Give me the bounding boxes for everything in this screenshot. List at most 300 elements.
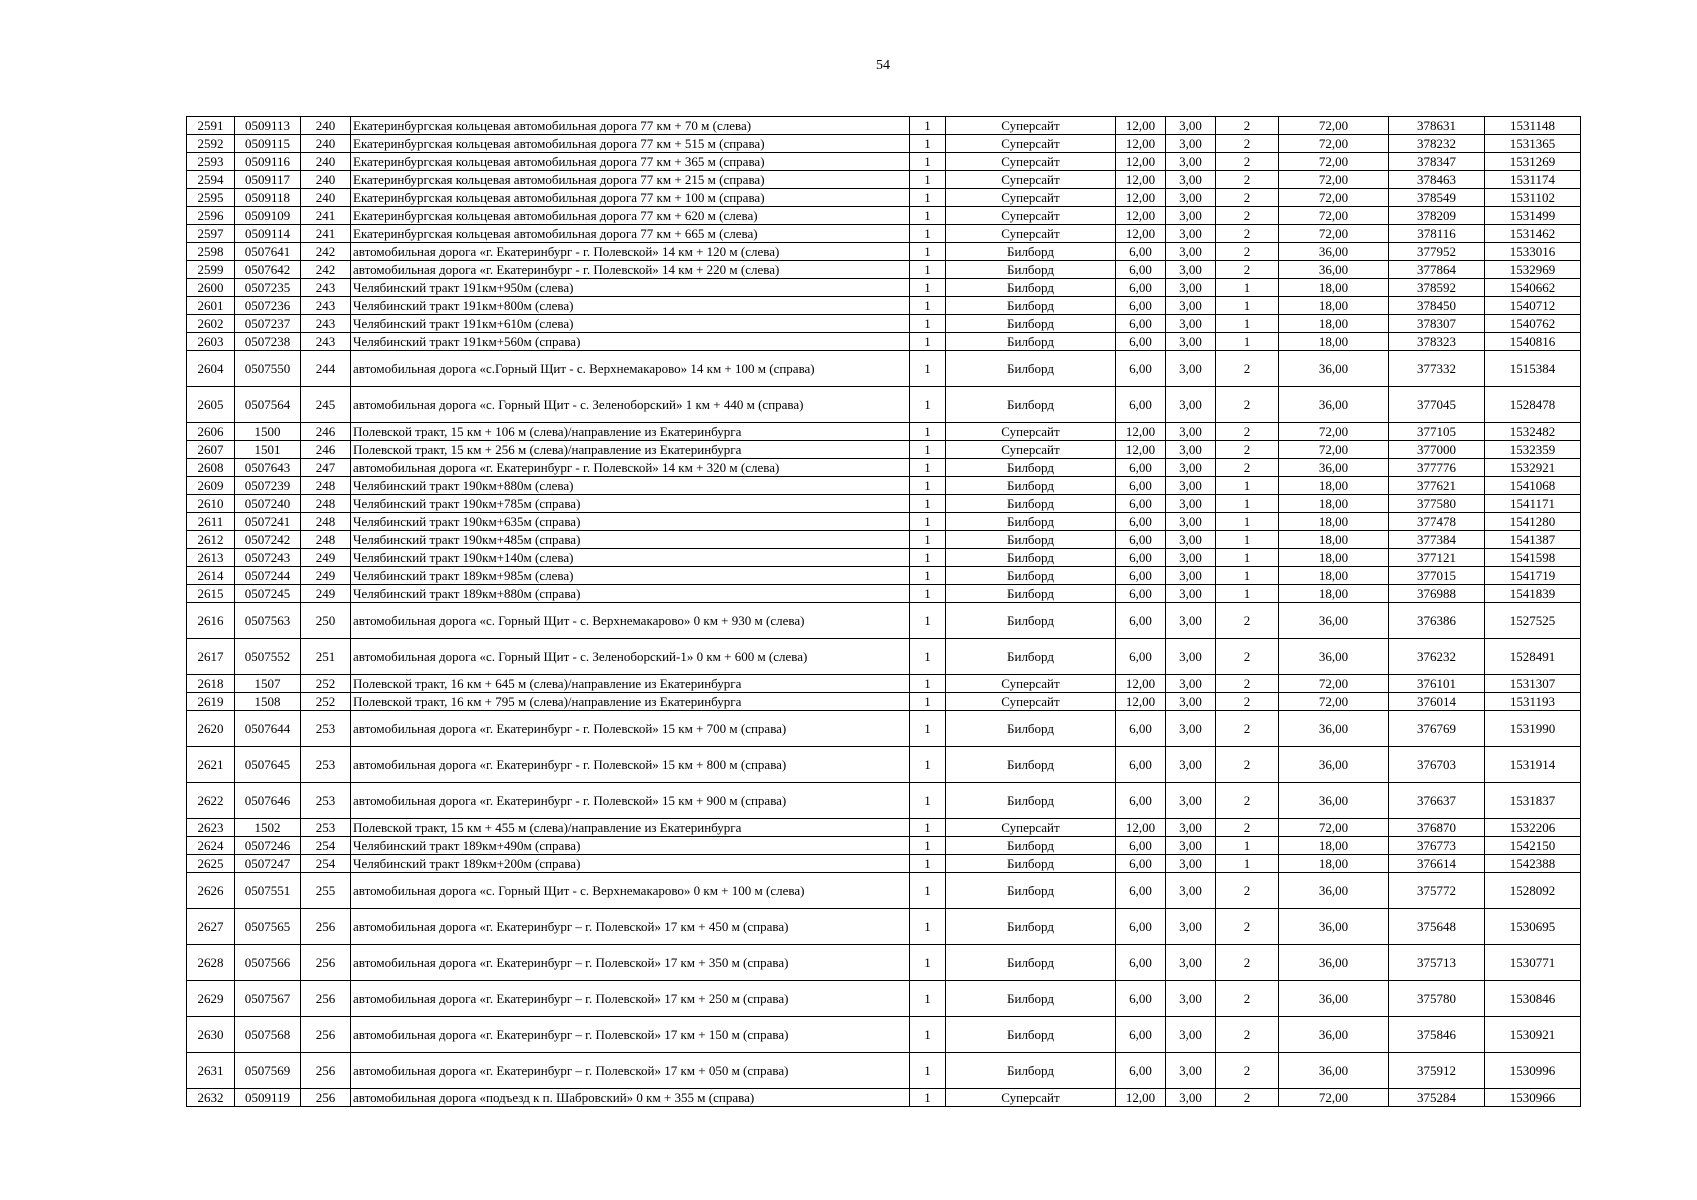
cell-quantity: 1 <box>910 477 946 495</box>
cell-area: 72,00 <box>1279 135 1389 153</box>
cell-height: 3,00 <box>1166 117 1216 135</box>
cell-row-number: 2595 <box>187 189 235 207</box>
cell-ad-code: 0507239 <box>235 477 301 495</box>
cell-quantity: 1 <box>910 711 946 747</box>
cell-quantity: 1 <box>910 909 946 945</box>
cell-height: 3,00 <box>1166 873 1216 909</box>
cell-coord-y: 1527525 <box>1485 603 1581 639</box>
cell-quantity: 1 <box>910 387 946 423</box>
page-number: 54 <box>876 58 890 73</box>
cell-height: 3,00 <box>1166 855 1216 873</box>
cell-ad-code: 0509117 <box>235 171 301 189</box>
cell-address: автомобильная дорога «г. Екатеринбург - г. Полевской» 15 км + 700 м (справа) <box>351 711 910 747</box>
cell-address: автомобильная дорога «г. Екатеринбург – г. Полевской» 17 км + 450 м (справа) <box>351 909 910 945</box>
cell-coord-y: 1531307 <box>1485 675 1581 693</box>
cell-sides: 2 <box>1216 945 1279 981</box>
cell-address: Челябинский тракт 190км+635м (справа) <box>351 513 910 531</box>
cell-width: 12,00 <box>1116 675 1166 693</box>
cell-ad-code: 0507642 <box>235 261 301 279</box>
cell-width: 6,00 <box>1116 1017 1166 1053</box>
cell-coord-y: 1541068 <box>1485 477 1581 495</box>
cell-coord-y: 1530996 <box>1485 1053 1581 1089</box>
cell-row-number: 2596 <box>187 207 235 225</box>
cell-address: автомобильная дорога «с. Горный Щит - с. Зеленоборский» 1 км + 440 м (справа) <box>351 387 910 423</box>
table-row <box>187 225 1581 243</box>
cell-coord-x: 376637 <box>1389 783 1485 819</box>
table-row <box>187 693 1581 711</box>
cell-ad-code: 0507567 <box>235 981 301 1017</box>
cell-coord-y: 1530846 <box>1485 981 1581 1017</box>
cell-address: автомобильная дорога «г. Екатеринбург - г. Полевской» 15 км + 800 м (справа) <box>351 747 910 783</box>
cell-width: 6,00 <box>1116 783 1166 819</box>
cell-height: 3,00 <box>1166 711 1216 747</box>
cell-coord-x: 377332 <box>1389 351 1485 387</box>
cell-ad-code: 0507641 <box>235 243 301 261</box>
cell-row-number: 2624 <box>187 837 235 855</box>
cell-width: 12,00 <box>1116 819 1166 837</box>
cell-coord-y: 1541719 <box>1485 567 1581 585</box>
cell-ad-code: 0507242 <box>235 531 301 549</box>
cell-coord-y: 1530771 <box>1485 945 1581 981</box>
cell-ad-code: 0507644 <box>235 711 301 747</box>
cell-area: 72,00 <box>1279 153 1389 171</box>
cell-height: 3,00 <box>1166 189 1216 207</box>
cell-quantity: 1 <box>910 675 946 693</box>
cell-address: Екатеринбургская кольцевая автомобильная дорога 77 км + 515 м (справа) <box>351 135 910 153</box>
cell-site-number: 256 <box>301 981 351 1017</box>
cell-construction-type: Суперсайт <box>946 117 1116 135</box>
cell-height: 3,00 <box>1166 909 1216 945</box>
table-row <box>187 351 1581 387</box>
cell-quantity: 1 <box>910 873 946 909</box>
cell-construction-type: Билборд <box>946 333 1116 351</box>
cell-address: автомобильная дорога «г. Екатеринбург - г. Полевской» 14 км + 320 м (слева) <box>351 459 910 477</box>
cell-ad-code: 1508 <box>235 693 301 711</box>
cell-width: 6,00 <box>1116 711 1166 747</box>
cell-coord-y: 1532206 <box>1485 819 1581 837</box>
cell-area: 18,00 <box>1279 477 1389 495</box>
cell-site-number: 256 <box>301 1017 351 1053</box>
cell-address: автомобильная дорога «г. Екатеринбург - г. Полевской» 14 км + 120 м (слева) <box>351 243 910 261</box>
cell-sides: 2 <box>1216 441 1279 459</box>
cell-width: 6,00 <box>1116 495 1166 513</box>
cell-sides: 2 <box>1216 873 1279 909</box>
cell-site-number: 255 <box>301 873 351 909</box>
cell-row-number: 2620 <box>187 711 235 747</box>
cell-coord-y: 1540662 <box>1485 279 1581 297</box>
cell-row-number: 2627 <box>187 909 235 945</box>
cell-height: 3,00 <box>1166 441 1216 459</box>
cell-sides: 2 <box>1216 135 1279 153</box>
cell-site-number: 241 <box>301 207 351 225</box>
cell-height: 3,00 <box>1166 747 1216 783</box>
cell-construction-type: Суперсайт <box>946 207 1116 225</box>
cell-area: 18,00 <box>1279 549 1389 567</box>
cell-construction-type: Билборд <box>946 243 1116 261</box>
cell-quantity: 1 <box>910 603 946 639</box>
cell-area: 36,00 <box>1279 981 1389 1017</box>
table-row <box>187 585 1581 603</box>
cell-quantity: 1 <box>910 1089 946 1107</box>
cell-row-number: 2628 <box>187 945 235 981</box>
cell-quantity: 1 <box>910 567 946 585</box>
cell-coord-x: 375846 <box>1389 1017 1485 1053</box>
cell-quantity: 1 <box>910 945 946 981</box>
cell-sides: 1 <box>1216 531 1279 549</box>
cell-sides: 2 <box>1216 1089 1279 1107</box>
cell-coord-x: 377121 <box>1389 549 1485 567</box>
table-row <box>187 945 1581 981</box>
cell-site-number: 250 <box>301 603 351 639</box>
cell-width: 6,00 <box>1116 261 1166 279</box>
cell-height: 3,00 <box>1166 387 1216 423</box>
cell-row-number: 2599 <box>187 261 235 279</box>
cell-site-number: 240 <box>301 189 351 207</box>
cell-quantity: 1 <box>910 225 946 243</box>
cell-row-number: 2598 <box>187 243 235 261</box>
cell-coord-y: 1530695 <box>1485 909 1581 945</box>
cell-coord-y: 1540816 <box>1485 333 1581 351</box>
cell-construction-type: Билборд <box>946 495 1116 513</box>
cell-site-number: 244 <box>301 351 351 387</box>
cell-area: 36,00 <box>1279 1053 1389 1089</box>
cell-coord-y: 1531365 <box>1485 135 1581 153</box>
cell-quantity: 1 <box>910 171 946 189</box>
cell-sides: 2 <box>1216 603 1279 639</box>
cell-area: 36,00 <box>1279 1017 1389 1053</box>
cell-sides: 1 <box>1216 855 1279 873</box>
cell-coord-x: 377952 <box>1389 243 1485 261</box>
cell-area: 18,00 <box>1279 315 1389 333</box>
cell-row-number: 2613 <box>187 549 235 567</box>
cell-width: 6,00 <box>1116 477 1166 495</box>
cell-height: 3,00 <box>1166 981 1216 1017</box>
cell-coord-y: 1531914 <box>1485 747 1581 783</box>
cell-coord-x: 376769 <box>1389 711 1485 747</box>
table-row <box>187 567 1581 585</box>
cell-area: 36,00 <box>1279 639 1389 675</box>
cell-construction-type: Суперсайт <box>946 153 1116 171</box>
cell-coord-y: 1531148 <box>1485 117 1581 135</box>
cell-construction-type: Билборд <box>946 279 1116 297</box>
registry-table <box>186 116 1581 1107</box>
cell-construction-type: Суперсайт <box>946 225 1116 243</box>
cell-site-number: 251 <box>301 639 351 675</box>
cell-site-number: 256 <box>301 945 351 981</box>
cell-height: 3,00 <box>1166 225 1216 243</box>
table-row <box>187 513 1581 531</box>
cell-area: 72,00 <box>1279 189 1389 207</box>
cell-width: 12,00 <box>1116 189 1166 207</box>
cell-ad-code: 0507551 <box>235 873 301 909</box>
cell-site-number: 243 <box>301 297 351 315</box>
cell-sides: 2 <box>1216 243 1279 261</box>
cell-site-number: 242 <box>301 261 351 279</box>
cell-construction-type: Билборд <box>946 585 1116 603</box>
cell-quantity: 1 <box>910 855 946 873</box>
cell-construction-type: Суперсайт <box>946 189 1116 207</box>
table-row <box>187 711 1581 747</box>
cell-area: 36,00 <box>1279 873 1389 909</box>
table-row <box>187 909 1581 945</box>
cell-ad-code: 0509113 <box>235 117 301 135</box>
table-row <box>187 783 1581 819</box>
cell-site-number: 256 <box>301 1053 351 1089</box>
cell-area: 18,00 <box>1279 513 1389 531</box>
cell-area: 36,00 <box>1279 945 1389 981</box>
cell-ad-code: 0507247 <box>235 855 301 873</box>
cell-row-number: 2609 <box>187 477 235 495</box>
cell-area: 36,00 <box>1279 387 1389 423</box>
cell-address: Полевской тракт, 15 км + 256 м (слева)/направление из Екатеринбурга <box>351 441 910 459</box>
cell-address: автомобильная дорога «с.Горный Щит - с. Верхнемакарово» 14 км + 100 м (справа) <box>351 351 910 387</box>
cell-construction-type: Суперсайт <box>946 693 1116 711</box>
cell-width: 12,00 <box>1116 117 1166 135</box>
cell-ad-code: 0507243 <box>235 549 301 567</box>
cell-coord-x: 375912 <box>1389 1053 1485 1089</box>
cell-coord-y: 1515384 <box>1485 351 1581 387</box>
cell-site-number: 248 <box>301 531 351 549</box>
cell-sides: 1 <box>1216 477 1279 495</box>
cell-width: 12,00 <box>1116 135 1166 153</box>
cell-construction-type: Билборд <box>946 531 1116 549</box>
cell-coord-x: 378450 <box>1389 297 1485 315</box>
cell-row-number: 2593 <box>187 153 235 171</box>
cell-construction-type: Билборд <box>946 477 1116 495</box>
cell-ad-code: 0507241 <box>235 513 301 531</box>
cell-coord-x: 377015 <box>1389 567 1485 585</box>
cell-construction-type: Суперсайт <box>946 819 1116 837</box>
cell-sides: 2 <box>1216 207 1279 225</box>
cell-construction-type: Билборд <box>946 315 1116 333</box>
cell-height: 3,00 <box>1166 567 1216 585</box>
cell-address: автомобильная дорога «г. Екатеринбург - г. Полевской» 14 км + 220 м (слева) <box>351 261 910 279</box>
cell-site-number: 254 <box>301 855 351 873</box>
cell-width: 6,00 <box>1116 855 1166 873</box>
cell-address: Екатеринбургская кольцевая автомобильная дорога 77 км + 365 м (справа) <box>351 153 910 171</box>
cell-sides: 2 <box>1216 693 1279 711</box>
cell-site-number: 253 <box>301 747 351 783</box>
cell-site-number: 252 <box>301 675 351 693</box>
table-row <box>187 855 1581 873</box>
cell-ad-code: 0507564 <box>235 387 301 423</box>
cell-quantity: 1 <box>910 351 946 387</box>
cell-area: 72,00 <box>1279 225 1389 243</box>
cell-height: 3,00 <box>1166 279 1216 297</box>
cell-row-number: 2612 <box>187 531 235 549</box>
table-row <box>187 603 1581 639</box>
table-row <box>187 819 1581 837</box>
cell-ad-code: 0507645 <box>235 747 301 783</box>
cell-quantity: 1 <box>910 495 946 513</box>
cell-row-number: 2616 <box>187 603 235 639</box>
cell-area: 18,00 <box>1279 855 1389 873</box>
table-row <box>187 171 1581 189</box>
cell-row-number: 2603 <box>187 333 235 351</box>
cell-sides: 2 <box>1216 423 1279 441</box>
cell-row-number: 2622 <box>187 783 235 819</box>
table-row <box>187 495 1581 513</box>
cell-row-number: 2611 <box>187 513 235 531</box>
table-row <box>187 423 1581 441</box>
cell-address: Полевской тракт, 15 км + 455 м (слева)/направление из Екатеринбурга <box>351 819 910 837</box>
cell-height: 3,00 <box>1166 423 1216 441</box>
table-row <box>187 441 1581 459</box>
cell-quantity: 1 <box>910 297 946 315</box>
cell-sides: 2 <box>1216 639 1279 675</box>
cell-width: 6,00 <box>1116 315 1166 333</box>
cell-coord-x: 377776 <box>1389 459 1485 477</box>
cell-site-number: 249 <box>301 549 351 567</box>
table-row <box>187 189 1581 207</box>
cell-coord-y: 1532359 <box>1485 441 1581 459</box>
cell-height: 3,00 <box>1166 153 1216 171</box>
cell-coord-y: 1531499 <box>1485 207 1581 225</box>
table-row <box>187 477 1581 495</box>
cell-sides: 2 <box>1216 153 1279 171</box>
cell-quantity: 1 <box>910 513 946 531</box>
cell-sides: 2 <box>1216 117 1279 135</box>
cell-width: 6,00 <box>1116 585 1166 603</box>
cell-quantity: 1 <box>910 1017 946 1053</box>
cell-coord-y: 1531269 <box>1485 153 1581 171</box>
cell-construction-type: Билборд <box>946 711 1116 747</box>
cell-site-number: 242 <box>301 243 351 261</box>
cell-row-number: 2629 <box>187 981 235 1017</box>
cell-coord-y: 1532921 <box>1485 459 1581 477</box>
cell-row-number: 2617 <box>187 639 235 675</box>
cell-coord-y: 1531837 <box>1485 783 1581 819</box>
table-row <box>187 639 1581 675</box>
cell-quantity: 1 <box>910 819 946 837</box>
cell-address: Екатеринбургская кольцевая автомобильная дорога 77 км + 70 м (слева) <box>351 117 910 135</box>
cell-coord-y: 1531462 <box>1485 225 1581 243</box>
cell-coord-x: 378549 <box>1389 189 1485 207</box>
cell-coord-y: 1531102 <box>1485 189 1581 207</box>
cell-ad-code: 0507568 <box>235 1017 301 1053</box>
cell-area: 72,00 <box>1279 819 1389 837</box>
cell-address: автомобильная дорога «с. Горный Щит - с. Верхнемакарово» 0 км + 930 м (слева) <box>351 603 910 639</box>
cell-address: Челябинский тракт 190км+140м (слева) <box>351 549 910 567</box>
table-row <box>187 981 1581 1017</box>
cell-ad-code: 0509119 <box>235 1089 301 1107</box>
cell-ad-code: 1501 <box>235 441 301 459</box>
cell-construction-type: Суперсайт <box>946 675 1116 693</box>
cell-address: Екатеринбургская кольцевая автомобильная дорога 77 км + 665 м (слева) <box>351 225 910 243</box>
cell-sides: 1 <box>1216 333 1279 351</box>
cell-site-number: 249 <box>301 585 351 603</box>
cell-address: Челябинский тракт 190км+880м (слева) <box>351 477 910 495</box>
cell-coord-x: 375284 <box>1389 1089 1485 1107</box>
cell-ad-code: 0507643 <box>235 459 301 477</box>
cell-coord-y: 1530966 <box>1485 1089 1581 1107</box>
cell-area: 18,00 <box>1279 567 1389 585</box>
cell-quantity: 1 <box>910 981 946 1017</box>
cell-row-number: 2618 <box>187 675 235 693</box>
cell-address: автомобильная дорога «подъезд к п. Шабровский» 0 км + 355 м (справа) <box>351 1089 910 1107</box>
cell-sides: 2 <box>1216 1053 1279 1089</box>
cell-coord-y: 1531990 <box>1485 711 1581 747</box>
cell-ad-code: 0507566 <box>235 945 301 981</box>
cell-ad-code: 0507563 <box>235 603 301 639</box>
table-row <box>187 243 1581 261</box>
cell-coord-x: 378232 <box>1389 135 1485 153</box>
cell-construction-type: Суперсайт <box>946 423 1116 441</box>
cell-quantity: 1 <box>910 459 946 477</box>
cell-area: 72,00 <box>1279 1089 1389 1107</box>
cell-coord-x: 375713 <box>1389 945 1485 981</box>
cell-coord-y: 1541839 <box>1485 585 1581 603</box>
cell-row-number: 2594 <box>187 171 235 189</box>
cell-height: 3,00 <box>1166 603 1216 639</box>
cell-height: 3,00 <box>1166 819 1216 837</box>
cell-area: 18,00 <box>1279 297 1389 315</box>
cell-height: 3,00 <box>1166 783 1216 819</box>
cell-site-number: 243 <box>301 333 351 351</box>
cell-quantity: 1 <box>910 585 946 603</box>
cell-area: 36,00 <box>1279 747 1389 783</box>
cell-quantity: 1 <box>910 747 946 783</box>
cell-area: 72,00 <box>1279 117 1389 135</box>
table-row <box>187 675 1581 693</box>
cell-address: Челябинский тракт 190км+485м (справа) <box>351 531 910 549</box>
cell-quantity: 1 <box>910 135 946 153</box>
cell-row-number: 2610 <box>187 495 235 513</box>
cell-site-number: 253 <box>301 711 351 747</box>
cell-site-number: 240 <box>301 117 351 135</box>
cell-coord-x: 377621 <box>1389 477 1485 495</box>
cell-row-number: 2623 <box>187 819 235 837</box>
cell-quantity: 1 <box>910 243 946 261</box>
cell-site-number: 246 <box>301 423 351 441</box>
cell-sides: 2 <box>1216 909 1279 945</box>
cell-coord-y: 1541280 <box>1485 513 1581 531</box>
cell-width: 6,00 <box>1116 279 1166 297</box>
cell-height: 3,00 <box>1166 1053 1216 1089</box>
cell-width: 6,00 <box>1116 873 1166 909</box>
cell-quantity: 1 <box>910 549 946 567</box>
cell-sides: 2 <box>1216 351 1279 387</box>
cell-area: 36,00 <box>1279 711 1389 747</box>
cell-sides: 1 <box>1216 567 1279 585</box>
cell-coord-y: 1530921 <box>1485 1017 1581 1053</box>
cell-address: Екатеринбургская кольцевая автомобильная дорога 77 км + 620 м (слева) <box>351 207 910 225</box>
cell-sides: 2 <box>1216 261 1279 279</box>
cell-width: 12,00 <box>1116 1089 1166 1107</box>
cell-address: автомобильная дорога «г. Екатеринбург – г. Полевской» 17 км + 350 м (справа) <box>351 945 910 981</box>
cell-row-number: 2591 <box>187 117 235 135</box>
cell-coord-y: 1541598 <box>1485 549 1581 567</box>
cell-coord-y: 1532482 <box>1485 423 1581 441</box>
cell-height: 3,00 <box>1166 1017 1216 1053</box>
cell-quantity: 1 <box>910 783 946 819</box>
cell-width: 6,00 <box>1116 513 1166 531</box>
cell-site-number: 241 <box>301 225 351 243</box>
cell-sides: 1 <box>1216 279 1279 297</box>
cell-width: 6,00 <box>1116 747 1166 783</box>
cell-width: 6,00 <box>1116 909 1166 945</box>
table-row <box>187 297 1581 315</box>
cell-coord-x: 376773 <box>1389 837 1485 855</box>
cell-width: 12,00 <box>1116 171 1166 189</box>
cell-row-number: 2619 <box>187 693 235 711</box>
cell-ad-code: 0507235 <box>235 279 301 297</box>
cell-row-number: 2630 <box>187 1017 235 1053</box>
cell-height: 3,00 <box>1166 333 1216 351</box>
cell-address: Полевской тракт, 16 км + 645 м (слева)/направление из Екатеринбурга <box>351 675 910 693</box>
cell-construction-type: Билборд <box>946 981 1116 1017</box>
cell-quantity: 1 <box>910 261 946 279</box>
